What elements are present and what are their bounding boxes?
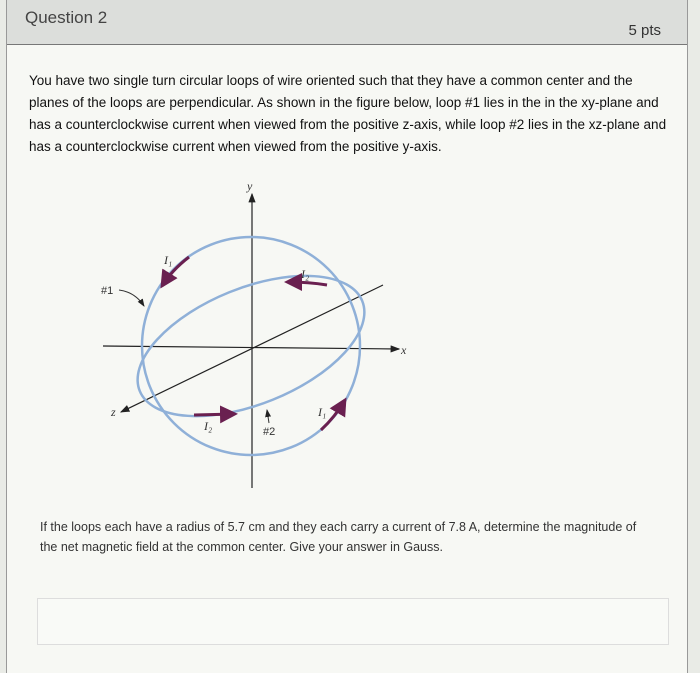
current-2-label-bottom: I₂ [204, 419, 213, 433]
x-axis-label: x [401, 343, 407, 357]
question-text: You have two single turn circular loops of wire oriented such that they have a common center and the planes of the loops are perpendicular. As shown in the figure below, loop #1 lies in the in the xy-plane and has a counterclockwise current when viewed from the positive z-axis, while loop #2 lies in the xz-plane and has a counterclockwise current when viewed from the positive y-axis. [29, 73, 667, 154]
loops-diagram [87, 180, 417, 490]
question-title: Question 2 [25, 8, 108, 27]
answer-input[interactable] [37, 598, 669, 645]
loop-2-label: #2 [263, 426, 276, 438]
question-card [6, 0, 688, 673]
loop-1-label: #1 [101, 285, 114, 297]
current-1-label-bottom: I₁ [318, 405, 327, 419]
question-header [7, 0, 687, 45]
y-axis-label: y [247, 180, 253, 193]
current-2-label-top: I₂ [301, 267, 310, 281]
question-points: 5 pts [628, 22, 661, 39]
z-axis-label: z [111, 405, 116, 419]
loop-2-pointer [267, 410, 269, 423]
current-2-arrow-top [287, 282, 327, 285]
current-2-arrow-bottom [194, 414, 235, 415]
current-1-label-top: I₁ [164, 253, 173, 267]
question-prompt: If the loops each have a radius of 5.7 cm and they each carry a current of 7.8 A, determine the magnitude of the net magnetic field at the common center. Give your answer in Gauss. [40, 520, 637, 554]
loop-1-pointer [119, 290, 144, 306]
